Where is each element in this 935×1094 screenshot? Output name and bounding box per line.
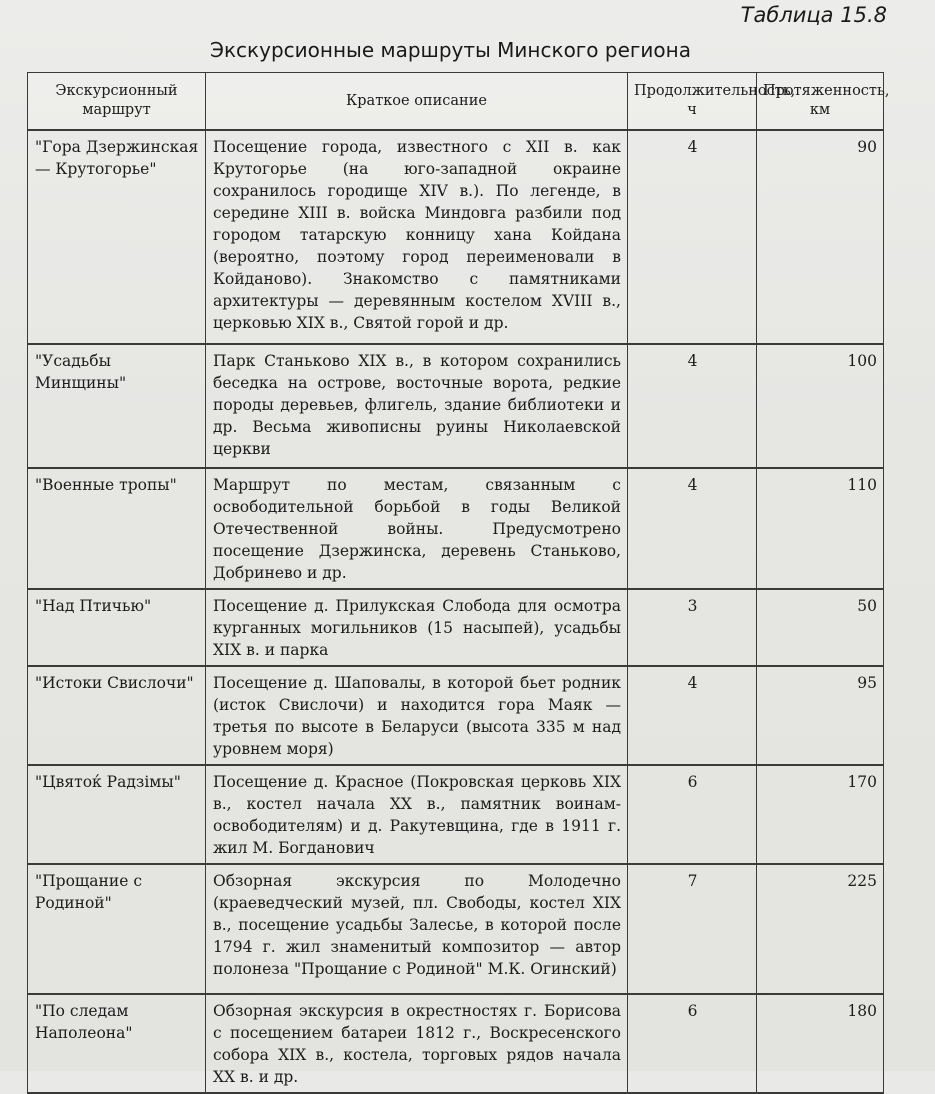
route-length: 90 [757,130,884,344]
route-duration: 4 [628,666,757,765]
table-body [28,130,884,1093]
route-duration: 7 [628,864,757,994]
route-length: 100 [757,344,884,468]
header-duration: Продолжительность, ч [628,73,757,131]
route-name: "Истоки Свислочи" [28,666,206,765]
route-duration: 4 [628,468,757,589]
route-length: 170 [757,765,884,864]
route-length: 95 [757,666,884,765]
table-row [28,864,884,994]
table-row [28,130,884,344]
route-description: Обзорная экскурсия в окрестностях г. Борисова с посещением батареи 1812 г., Воскресенского собора XIX в., костела, торговых рядов начала XX в. и др. [206,994,628,1093]
route-duration: 6 [628,994,757,1093]
table-row [28,666,884,765]
route-description: Обзорная экскурсия по Молодечно (краеведческий музей, пл. Свободы, костел XIX в., посещение усадьбы Залесье, в которой после 1794 г. жил знаменитый композитор — автор полонеза "Прощание с Родиной" М.К. Огинский) [206,864,628,994]
header-route: Экскурсионный маршрут [28,73,206,131]
table-row [28,344,884,468]
route-length: 110 [757,468,884,589]
table-row [28,765,884,864]
route-name: "Над Птичью" [28,589,206,666]
route-duration: 3 [628,589,757,666]
route-description: Посещение д. Шаповалы, в которой бьет родник (исток Свислочи) и находится гора Маяк — третья по высоте в Беларуси (высота 335 м над уровнем моря) [206,666,628,765]
route-name: "Усадьбы Минщины" [28,344,206,468]
route-description: Посещение города, известного с XII в. как Крутогорье (на юго-западной окраине сохранилось городище XIV в.). По легенде, в середине XIII в. войска Миндовга разбили под городом татарскую конницу хана Койдана (вероятно, поэтому город переименовали в Койданово). Знакомство с памятниками архитектуры — деревянным костелом XVIII в., церковью XIX в., Святой горой и др. [206,130,628,344]
route-name: "Цвятоќ Радзімы" [28,765,206,864]
route-description: Маршрут по местам, связанным с освободительной борьбой в годы Великой Отечественной войны. Предусмотрено посещение Дзержинска, деревень Станьково, Добринево и др. [206,468,628,589]
table-number: Таблица 15.8 [740,3,887,27]
route-name: "Прощание с Родиной" [28,864,206,994]
route-name: "По следам Наполеона" [28,994,206,1093]
route-duration: 4 [628,344,757,468]
route-length: 50 [757,589,884,666]
route-description: Посещение д. Красное (Покровская церковь XIX в., костел начала XX в., памятник воинам-освободителям) и д. Ракутевщина, где в 1911 г. жил М. Богданович [206,765,628,864]
header-description: Краткое описание [206,73,628,131]
route-name: "Военные тропы" [28,468,206,589]
route-length: 180 [757,994,884,1093]
table-row [28,994,884,1093]
table-row [28,589,884,666]
header-length: Протяженность, км [757,73,884,131]
route-description: Посещение д. Прилукская Слобода для осмотра курганных могильников (15 насыпей), усадьбы XIX в. и парка [206,589,628,666]
route-name: "Гора Дзержинская — Крутогорье" [28,130,206,344]
table-title: Экскурсионные маршруты Минского региона [210,38,691,62]
route-duration: 6 [628,765,757,864]
table-header-row [28,73,884,131]
route-length: 225 [757,864,884,994]
table-row [28,468,884,589]
route-description: Парк Станьково XIX в., в котором сохранились беседка на острове, восточные ворота, редкие породы деревьев, флигель, здание библиотеки и др. Весьма живописны руины Николаевской церкви [206,344,628,468]
route-duration: 4 [628,130,757,344]
routes-table [27,72,890,1094]
